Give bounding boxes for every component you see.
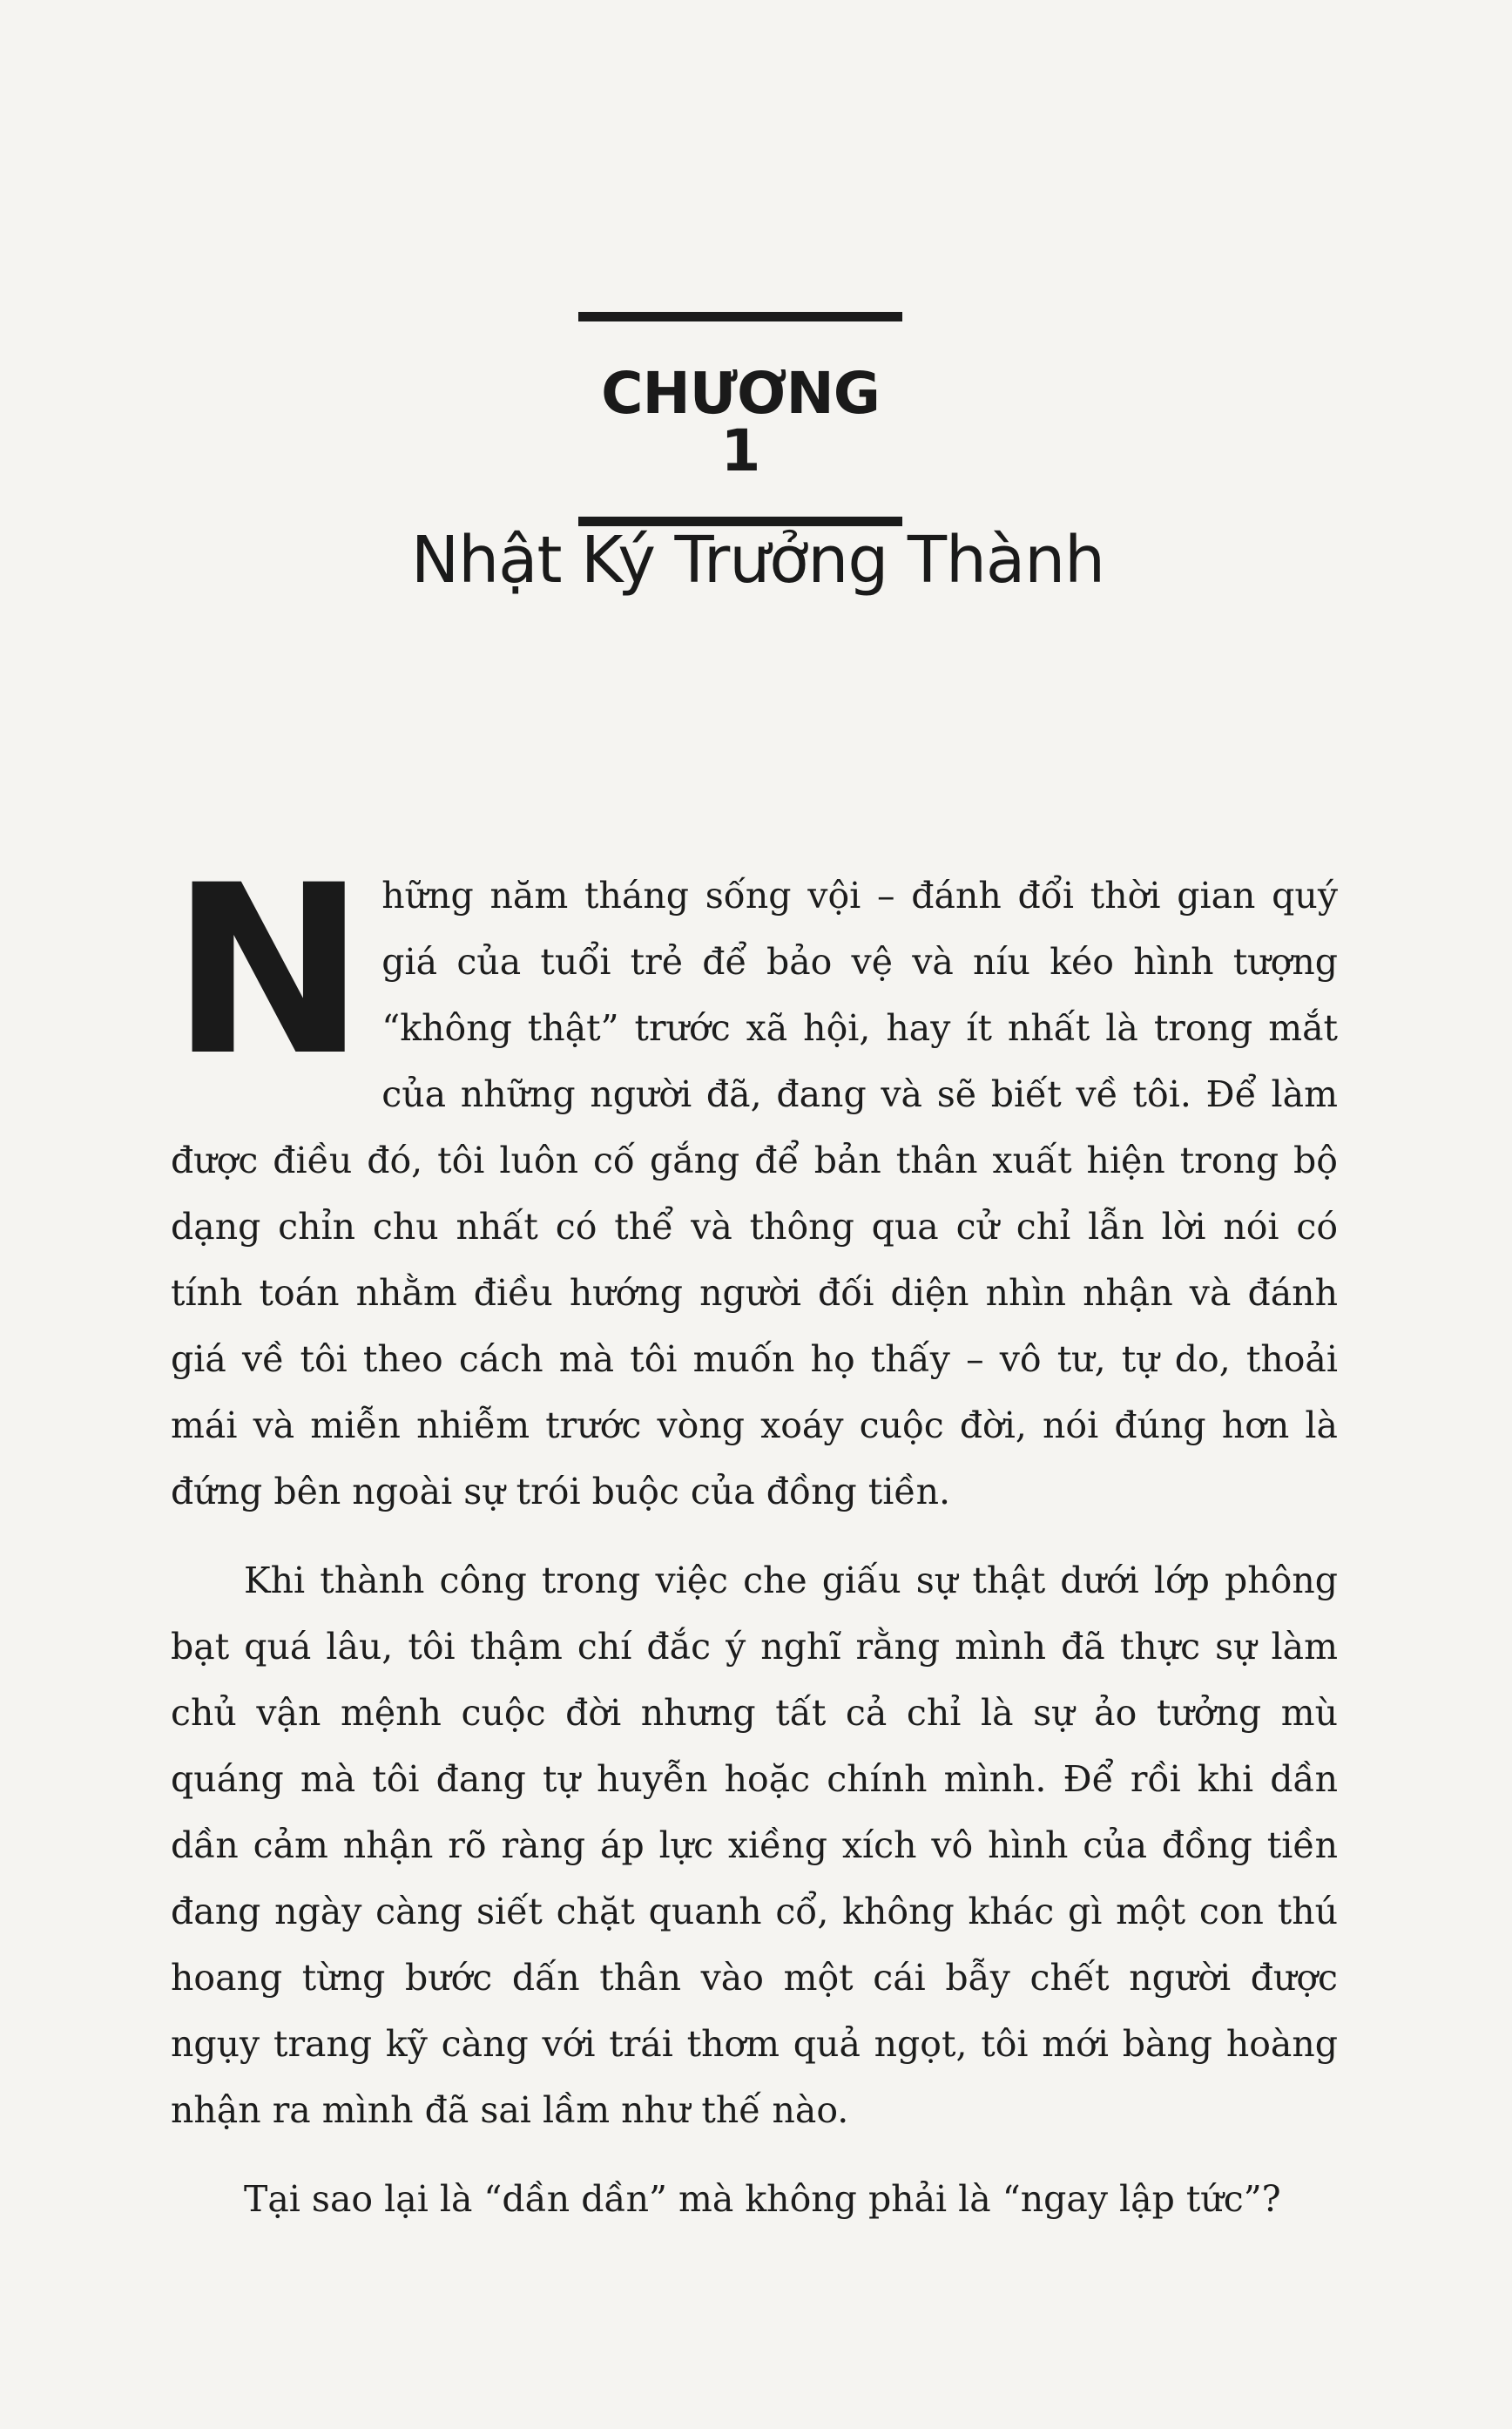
chapter-title: Nhật Ký Trưởng Thành [410,523,1105,598]
paragraph-2: Khi thành công trong việc che giấu sự thật dưới lớp phông bạt quá lâu, tôi thậm chí đắc ý nghĩ rằng mình đã thực sự làm chủ vận mệnh cuộc đời nhưng tất cả chỉ là sự ảo tưởng mù quáng mà tôi đang tự huyễn hoặc chính mình. Để rồi khi dần dần cảm nhận rõ ràng áp lực xiềng xích vô hình của đồng tiền đang ngày càng siết chặt quanh cổ, không khác gì một con thú hoang từng bước dấn thân vào một cái bẫy chết người được ngụy trang kỹ càng với trái thơm quả ngọt, tôi mới bàng hoàng nhận ra mình đã sai lầm như thế nào. [171,1560,1338,2131]
body-text [171,836,1338,2232]
chapter-label: CHƯƠNG 1 [601,360,880,484]
top-rule [578,312,902,321]
paragraph-1-text: hững năm tháng sống vội – đánh đổi thời gian quý giá của tuổi trẻ để bảo vệ và níu kéo hình tượng “không thật” trước xã hội, hay ít nhất là trong mắt của những người đã, đang và sẽ biết về tôi. Để làm được điều đó, tôi luôn cố gắng để bản thân xuất hiện trong bộ dạng chỉn chu nhất có thể và thông qua cử chỉ lẫn lời nói có tính toán nhằm điều hướng người đối diện nhìn nhận và đánh giá về tôi theo cách mà tôi muốn họ thấy – vô tư, tự do, thoải mái và miễn nhiễm trước vòng xoáy cuộc đời, nói đúng hơn là đứng bên ngoài sự trói buộc của đồng tiền. [171,875,1338,1512]
paragraph-1 [171,836,1338,1525]
drop-cap: N [171,836,367,1107]
chapter-header [575,312,906,526]
paragraph-3: Tại sao lại là “dần dần” mà không phải là “ngay lập tức”? [244,2178,1281,2220]
